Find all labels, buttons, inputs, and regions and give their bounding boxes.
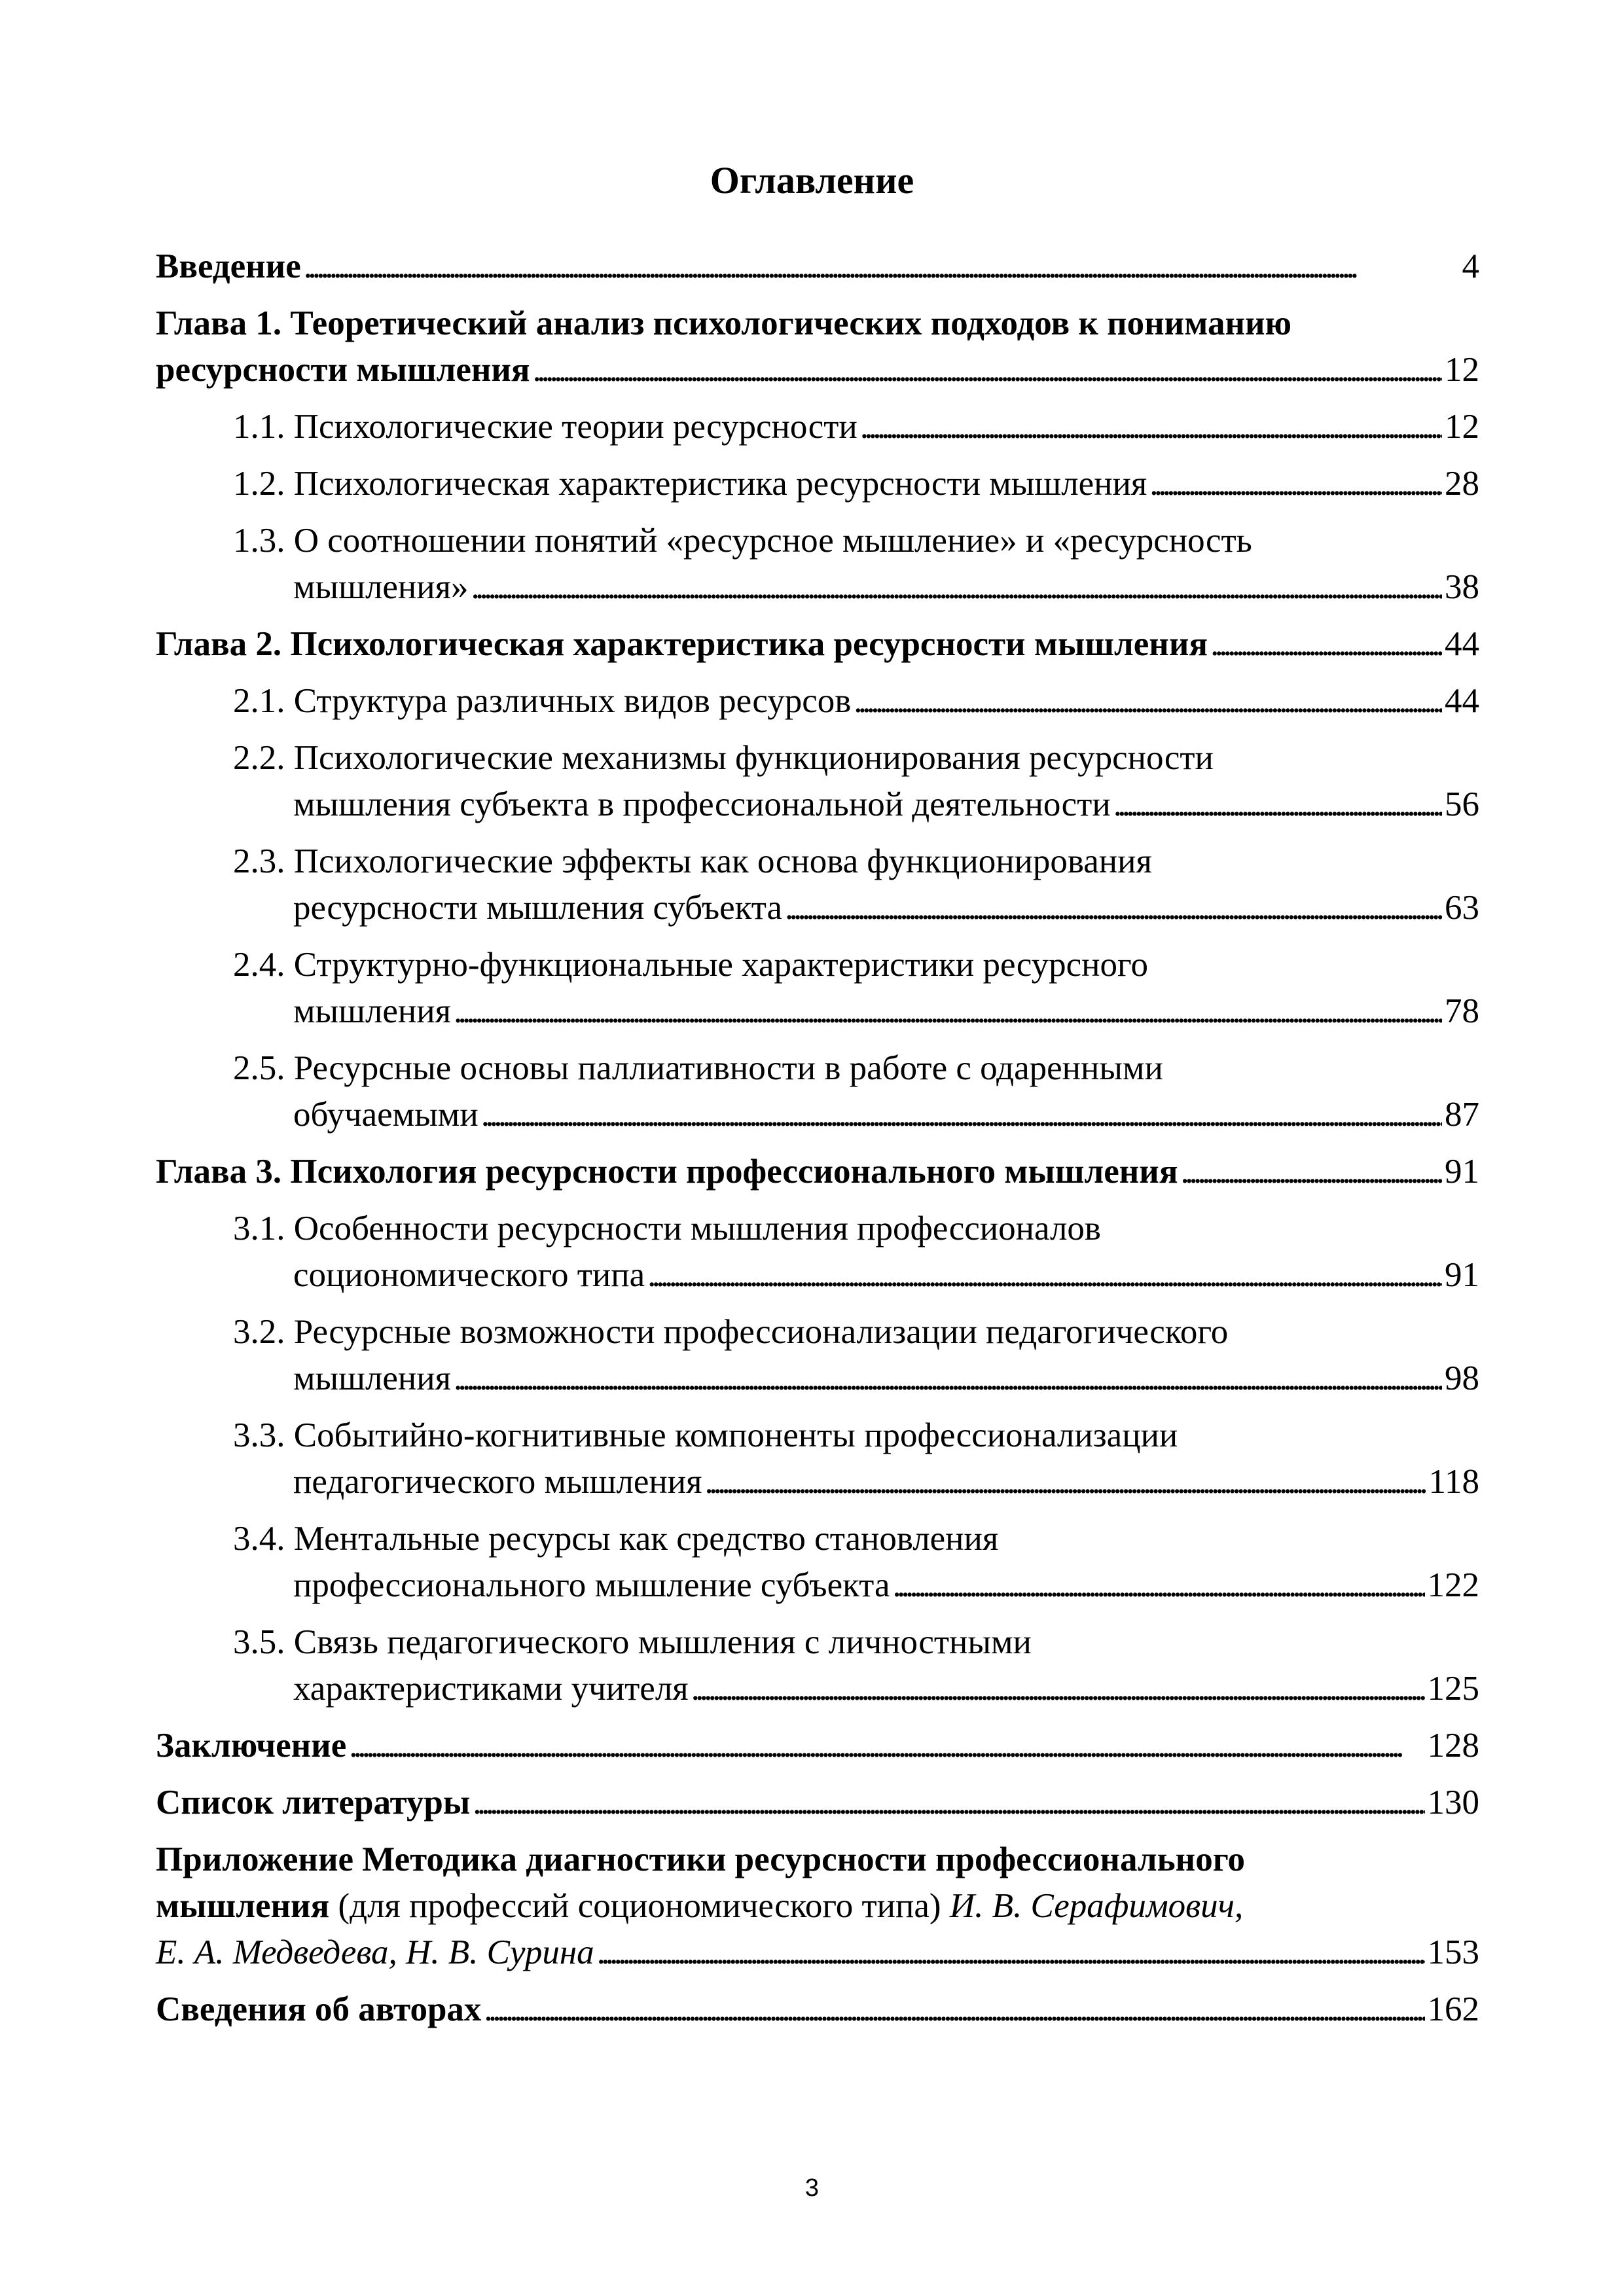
dot-leader [1210,621,1442,668]
toc-entry-title: 2.4. Структурно-функциональные характеристики ресурсного [233,946,1148,984]
toc-page-number: 63 [1445,889,1479,927]
toc-entry-title-cont: обучаемыми [293,1096,478,1134]
toc-entry-title: 3.1. Особенности ресурсности мышления профессионалов [233,1210,1101,1247]
toc-entry-title: 3.2. Ресурсные возможности профессионализации педагогического [233,1313,1229,1351]
toc-entry-authors: И. В. Серафимович, [949,1887,1244,1925]
dot-leader [454,1355,1442,1402]
toc-entry-chapter-3[interactable] [156,1149,1479,1195]
dot-leader [647,1252,1442,1299]
toc-entry-title-cont: ресурсности мышления [156,351,530,389]
toc-page-number: 87 [1445,1096,1479,1134]
toc-page-number: 78 [1445,992,1479,1030]
toc-entry-title: Приложение Методика диагностики ресурсности профессионального [156,1840,1245,1878]
toc-entry-1-2[interactable] [156,461,1479,507]
toc-page-number: 28 [1445,465,1479,503]
toc-entry-2-3[interactable] [156,838,1479,931]
toc-entry-chapter-2[interactable] [156,621,1479,668]
toc-entry-3-5[interactable] [156,1619,1479,1712]
toc-entry-title: 2.5. Ресурсные основы паллиативности в работе с одаренными [233,1049,1163,1087]
toc-entry-references[interactable] [156,1780,1479,1826]
toc-page-number: 122 [1427,1566,1479,1604]
toc-entry-1-3[interactable] [156,518,1479,611]
toc-page-number: 98 [1445,1359,1479,1397]
toc-entry-title-bold: мышления [156,1887,330,1925]
toc-entry-title: Сведения об авторах [156,1990,482,2028]
toc-entry-title: 1.2. Психологическая характеристика ресурсности мышления [233,465,1147,503]
toc-entry-title-cont: мышления субъекта в профессиональной деятельности [293,785,1111,823]
dot-leader [349,1723,1424,1769]
toc-entry-title: 3.4. Ментальные ресурсы как средство становления [233,1520,999,1558]
dot-leader [785,885,1442,931]
toc-entry-title: Глава 2. Психологическая характеристика ресурсности мышления [156,625,1208,663]
toc-entry-title: Глава 1. Теоретический анализ психологических подходов к пониманию [156,304,1292,342]
toc-entry-title: 2.3. Психологические эффекты как основа функционирования [233,842,1152,880]
toc-page-number: 44 [1445,625,1479,663]
toc-entry-title: Список литературы [156,1784,471,1821]
toc-entry-title-cont: мышления» [293,568,469,606]
toc-page-number: 4 [1462,247,1479,285]
toc-page-number: 130 [1427,1784,1479,1821]
toc-entry-title-cont: педагогического мышления [293,1463,702,1501]
toc-entry-authors-cont: Е. А. Медведева, Н. В. Сурина [156,1933,594,1971]
toc-entry-chapter-1[interactable] [156,300,1479,393]
toc-page-number: 38 [1445,568,1479,606]
toc-page-number: 91 [1445,1256,1479,1294]
toc-entry-3-1[interactable] [156,1206,1479,1299]
dot-leader [691,1666,1425,1712]
dot-leader [484,1986,1424,2033]
page-number: 3 [804,2174,820,2202]
toc-entry-title: 1.3. О соотношении понятий «ресурсное мышление» и «ресурсность [233,522,1252,560]
toc-entry-title: Заключение [156,1727,347,1765]
dot-leader [1113,781,1442,828]
dot-leader [854,678,1442,725]
dot-leader [860,404,1442,450]
toc-page-number: 162 [1427,1990,1479,2028]
toc-entry-title: 2.2. Психологические механизмы функционирования ресурсности [233,739,1214,777]
toc-entry-title: 1.1. Психологические теории ресурсности [233,408,857,446]
toc-entry-3-4[interactable] [156,1516,1479,1609]
dot-leader [454,988,1442,1035]
toc-entry-title-cont: мышления [293,1359,452,1397]
toc-page-number: 12 [1445,408,1479,446]
dot-leader [471,564,1442,611]
toc-page-number: 118 [1428,1463,1479,1501]
dot-leader [1181,1149,1442,1195]
toc-page-number: 128 [1427,1727,1479,1765]
toc-entry-title-cont: социономического типа [293,1256,645,1294]
dot-leader [704,1459,1426,1505]
toc-entry-subtitle: (для профессий социономического типа) [329,1887,950,1925]
toc-entry-title-cont: ресурсности мышления субъекта [293,889,783,927]
toc-entry-3-2[interactable] [156,1309,1479,1402]
toc-entry-introduction[interactable] [156,243,1479,290]
toc-page-number: 125 [1427,1670,1479,1708]
toc-entry-title-cont: характеристиками учителя [293,1670,689,1708]
toc-entry-conclusion[interactable] [156,1723,1479,1769]
toc-page-number: 56 [1445,785,1479,823]
toc-page-number: 91 [1445,1153,1479,1191]
toc-entry-2-5[interactable] [156,1045,1479,1138]
toc-page-number: 12 [1445,351,1479,389]
toc-entry-1-1[interactable] [156,404,1479,450]
toc-entry-title-cont: профессионального мышление субъекта [293,1566,890,1604]
toc-entry-title: 2.1. Структура различных видов ресурсов [233,682,852,720]
toc-entry-about-authors[interactable] [156,1986,1479,2033]
toc-entry-title: Глава 3. Психология ресурсности профессионального мышления [156,1153,1178,1191]
dot-leader [481,1092,1442,1138]
dot-leader [597,1929,1425,1976]
toc-entry-title: Введение [156,247,301,285]
toc-entry-2-2[interactable] [156,735,1479,828]
dot-leader [533,347,1442,393]
dot-leader [304,243,1460,290]
toc-entry-title: 3.3. Событийно-когнитивные компоненты профессионализации [233,1416,1178,1454]
dot-leader [1149,461,1442,507]
toc-page-number: 153 [1427,1933,1479,1971]
dot-leader [473,1780,1424,1826]
toc-page-number: 44 [1445,682,1479,720]
toc-entry-3-3[interactable] [156,1412,1479,1505]
dot-leader [892,1562,1424,1609]
table-of-contents [156,243,1479,2043]
toc-entry-title-cont: мышления [293,992,452,1030]
toc-entry-2-1[interactable] [156,678,1479,725]
toc-entry-title: 3.5. Связь педагогического мышления с личностными [233,1623,1032,1661]
toc-entry-appendix[interactable] [156,1837,1479,1976]
page-title: Оглавление [710,159,914,202]
toc-entry-2-4[interactable] [156,942,1479,1035]
